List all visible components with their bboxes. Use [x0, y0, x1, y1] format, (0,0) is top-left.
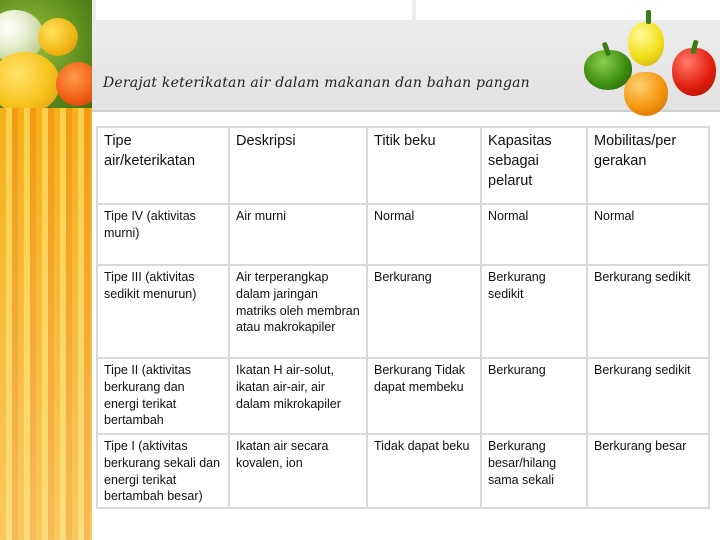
orange-image: [56, 62, 92, 106]
table-header-row: [97, 127, 709, 204]
table-cell: Normal: [367, 204, 481, 265]
table-cell: Berkurang besar/hilang sama sekali: [481, 434, 587, 508]
orange-pepper-image: [624, 72, 668, 116]
orange-slice-image: [0, 52, 60, 108]
table-row: [97, 265, 709, 358]
red-pepper-image: [672, 48, 716, 96]
table-cell: Tipe IV (aktivitas murni): [97, 204, 229, 265]
table-cell: Tidak dapat beku: [367, 434, 481, 508]
pepper-stem: [646, 10, 651, 24]
table-cell: Normal: [587, 204, 709, 265]
fruit-photo: [0, 0, 92, 108]
table-cell: Tipe III (aktivitas sedikit menurun): [97, 265, 229, 358]
table-cell: Berkurang: [367, 265, 481, 358]
table-cell: Berkurang sedikit: [587, 358, 709, 434]
page-title: Derajat keterikatan air dalam makanan dan bahan pangan: [103, 75, 530, 91]
table-cell: Berkurang sedikit: [481, 265, 587, 358]
table-cell: Ikatan H air-solut, ikatan air-air, air dalam mikrokapiler: [229, 358, 367, 434]
table-cell: Normal: [481, 204, 587, 265]
header-cell-freezing-point: Titik beku: [367, 127, 481, 204]
header-cell-solvent-capacity: Kapasitas sebagai pelarut: [481, 127, 587, 204]
table-cell: Berkurang besar: [587, 434, 709, 508]
table-cell: Berkurang sedikit: [587, 265, 709, 358]
table-cell: Tipe I (aktivitas berkurang sekali dan energi terikat bertambah besar): [97, 434, 229, 508]
lemon-image: [38, 18, 78, 56]
header-cell-mobility: Mobilitas/per gerakan: [587, 127, 709, 204]
left-strip-fade: [0, 110, 92, 540]
water-binding-table: [96, 126, 710, 509]
table-cell: Berkurang: [481, 358, 587, 434]
table-cell: Ikatan air secara kovalen, ion: [229, 434, 367, 508]
header-top-panel-left: [96, 0, 412, 20]
header-cell-description: Deskripsi: [229, 127, 367, 204]
table-row: [97, 204, 709, 265]
peppers-photo: [580, 2, 720, 120]
table-cell: Air terperangkap dalam jaringan matriks oleh membran atau makrokapiler: [229, 265, 367, 358]
yellow-pepper-image: [628, 22, 664, 66]
table-cell: Tipe II (aktivitas berkurang dan energi terikat bertambah: [97, 358, 229, 434]
table-cell: Air murni: [229, 204, 367, 265]
table-row: [97, 434, 709, 508]
table-cell: Berkurang Tidak dapat membeku: [367, 358, 481, 434]
header-cell-water-type: Tipe air/keterikatan: [97, 127, 229, 204]
table-row: [97, 358, 709, 434]
